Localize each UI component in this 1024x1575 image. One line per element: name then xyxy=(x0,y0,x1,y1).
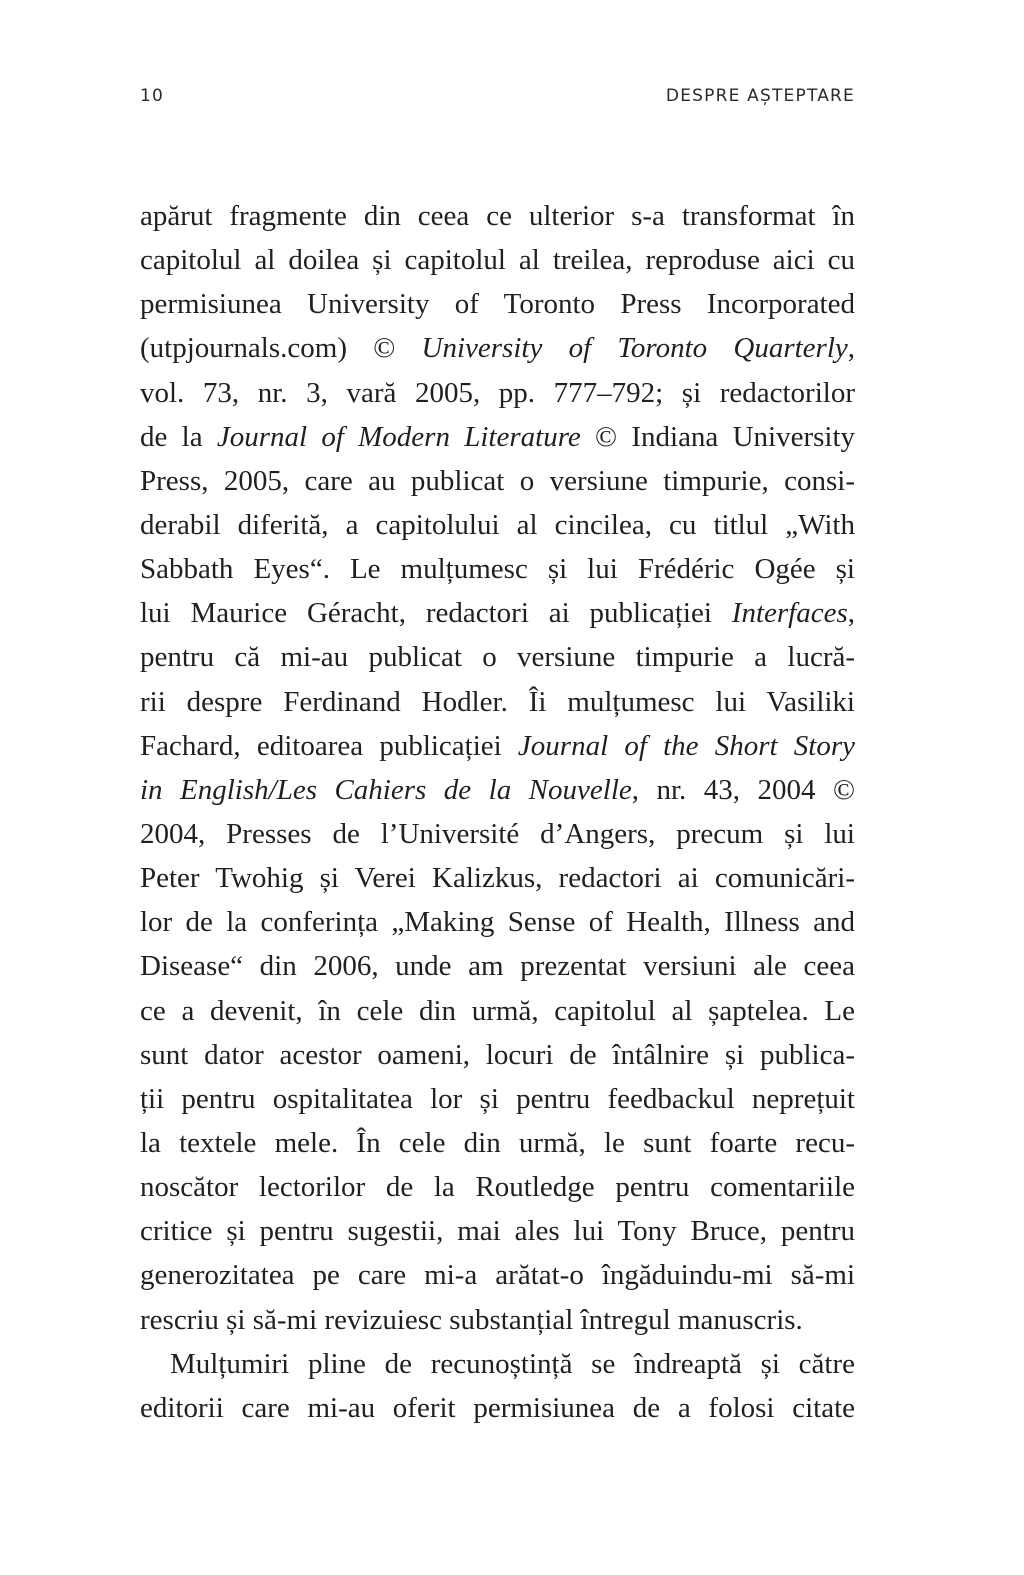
text-run: critice și pentru sugestii, mai ales lui Tony Bruce, pentru xyxy=(140,1215,855,1248)
text-run: de la xyxy=(140,420,217,453)
text-line xyxy=(140,812,855,856)
text-line xyxy=(140,1165,855,1209)
text-line xyxy=(140,1209,855,1253)
text-run: Mulțumiri pline de recunoștință se îndreaptă și către xyxy=(170,1347,855,1380)
italic-title: University of Toronto Quarterly xyxy=(421,332,848,365)
text-run: derabil diferită, a capitolului al cincilea, cu titlul „With xyxy=(140,508,855,541)
paragraph xyxy=(140,194,855,1342)
text-run: (utpjournals.com) © xyxy=(140,332,422,365)
paragraph xyxy=(140,1342,855,1430)
text-run: Sabbath Eyes“. Le mulțumesc și lui Frédéric Ogée și xyxy=(140,553,855,586)
text-line xyxy=(140,547,855,591)
text-line xyxy=(140,768,855,812)
text-run: lor de la conferința „Making Sense of Health, Illness and xyxy=(140,906,855,939)
text-run: editorii care mi-au oferit permisiunea de a folosi citate xyxy=(140,1391,855,1424)
text-line xyxy=(140,989,855,1033)
italic-title: Interfaces xyxy=(731,597,848,630)
text-line xyxy=(140,1077,855,1121)
text-line xyxy=(140,724,855,768)
text-line xyxy=(140,238,855,282)
text-run: , nr. 43, 2004 © xyxy=(631,773,856,806)
text-run: rii despre Ferdinand Hodler. Îi mulțumesc lui Vasiliki xyxy=(140,685,855,718)
text-run: Disease“ din 2006, unde am prezentat versiuni ale ceea xyxy=(140,950,855,983)
text-run: lui Maurice Géracht, redactori ai publicației xyxy=(140,597,732,630)
text-line xyxy=(140,900,855,944)
text-line xyxy=(140,1253,855,1297)
body-text xyxy=(140,194,855,1430)
text-line xyxy=(140,1342,855,1386)
text-run: capitolul al doilea și capitolul al treilea, reproduse aici cu xyxy=(140,244,855,277)
text-line xyxy=(140,371,855,415)
text-line xyxy=(140,503,855,547)
text-run: ce a devenit, în cele din urmă, capitolul al șaptelea. Le xyxy=(140,994,855,1027)
text-line xyxy=(140,194,855,238)
text-run: permisiunea University of Toronto Press Incorporated xyxy=(140,288,855,321)
italic-title: Journal of the Short Story xyxy=(517,729,855,762)
text-line xyxy=(140,944,855,988)
text-run: apărut fragmente din ceea ce ulterior s-a transformat în xyxy=(140,200,855,232)
text-run: ții pentru ospitalitatea lor și pentru feedbackul neprețuit xyxy=(140,1082,855,1115)
running-head xyxy=(140,86,855,112)
text-run: rescriu și să-mi revizuiesc substanțial întregul manuscris. xyxy=(140,1303,803,1336)
text-line xyxy=(140,856,855,900)
text-run: generozitatea pe care mi-a arătat-o îngăduindu-mi să-mi xyxy=(140,1259,855,1292)
page-number: 10 xyxy=(140,86,165,106)
text-line xyxy=(140,415,855,459)
text-line xyxy=(140,591,855,635)
text-run: noscător lectorilor de la Routledge pentru comentariile xyxy=(140,1171,855,1204)
text-run: la textele mele. În cele din urmă, le sunt foarte recu- xyxy=(140,1126,855,1159)
text-line xyxy=(140,282,855,326)
text-line xyxy=(140,1121,855,1165)
text-run: Fachard, editoarea publicației xyxy=(140,729,518,762)
text-run: , xyxy=(847,597,855,630)
text-line xyxy=(140,1298,855,1342)
text-line xyxy=(140,635,855,679)
text-line xyxy=(140,680,855,724)
text-line xyxy=(140,1033,855,1077)
italic-title: in English/Les Cahiers de la Nouvelle xyxy=(140,773,632,806)
running-title: DESPRE AȘTEPTARE xyxy=(665,86,855,106)
text-run: , xyxy=(847,332,856,365)
text-run: Press, 2005, care au publicat o versiune timpurie, consi- xyxy=(140,464,855,497)
text-line xyxy=(140,459,855,503)
text-run: Peter Twohig și Verei Kalizkus, redactori ai comunicări- xyxy=(140,862,855,895)
text-line xyxy=(140,1386,855,1430)
text-run: vol. 73, nr. 3, vară 2005, pp. 777–792; și redactorilor xyxy=(140,376,855,409)
italic-title: Journal of Modern Literature xyxy=(216,420,581,453)
text-line xyxy=(140,326,855,370)
text-run: 2004, Presses de l’Université d’Angers, precum și lui xyxy=(140,817,855,850)
text-run: © Indiana University xyxy=(580,420,856,453)
text-run: pentru că mi-au publicat o versiune timpurie a lucră- xyxy=(140,641,855,674)
text-run: sunt dator acestor oameni, locuri de întâlnire și publica- xyxy=(140,1038,855,1071)
